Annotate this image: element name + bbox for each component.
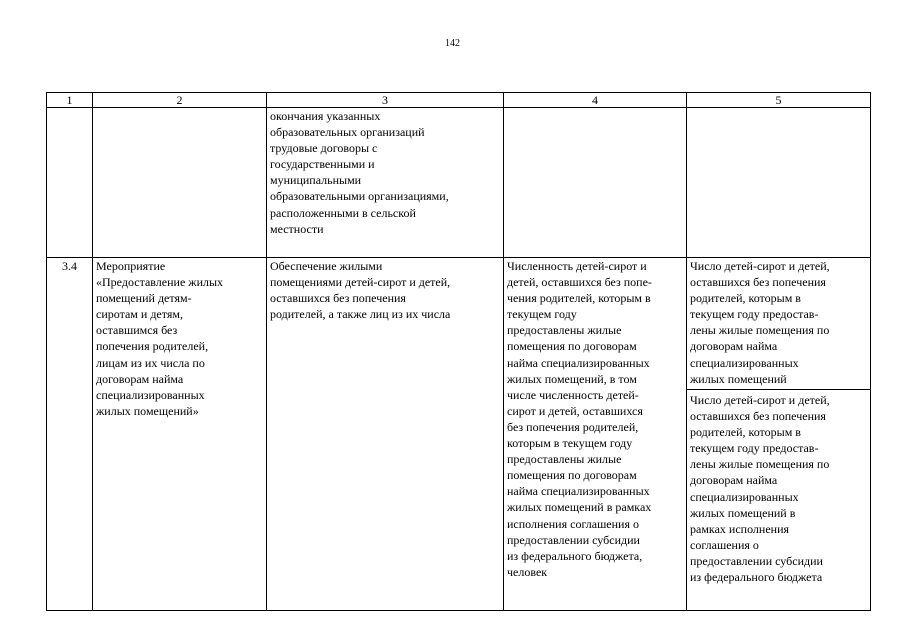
text-line: помещения по договорам bbox=[507, 468, 637, 483]
text-line: родителей, которым в bbox=[690, 291, 801, 306]
text-line: расположенными в сельской bbox=[270, 205, 416, 220]
text-line: из федерального бюджета, bbox=[507, 548, 643, 563]
text-line: сиротам и детям, bbox=[96, 307, 183, 322]
text-line: текущем году предостав- bbox=[690, 441, 819, 456]
text-line: помещения по договорам bbox=[507, 339, 637, 354]
result-cell bbox=[687, 258, 871, 611]
text-line: жилых помещений bbox=[690, 371, 787, 386]
text-line: договорам найма bbox=[96, 371, 184, 386]
text-line: специализированных bbox=[690, 355, 799, 370]
text-line: числе численность детей- bbox=[507, 387, 639, 402]
text-line: жилых помещений, в том bbox=[507, 371, 637, 386]
header-col-1: 1 bbox=[47, 93, 93, 108]
text-line: детей, оставшихся без попе- bbox=[507, 275, 652, 290]
result-subcell-2 bbox=[687, 390, 870, 585]
text-line: Численность детей-сирот и bbox=[507, 259, 647, 273]
text-line: родителей, а также лиц из их числа bbox=[270, 307, 451, 322]
text-line: текущем году предостав- bbox=[690, 307, 819, 322]
header-col-3: 3 bbox=[267, 93, 504, 108]
cont-col-1 bbox=[47, 108, 93, 258]
header-col-5: 5 bbox=[687, 93, 871, 108]
text-line: местности bbox=[270, 221, 324, 236]
text-line: помещений детям- bbox=[96, 291, 192, 306]
text-line: которым в текущем году bbox=[507, 436, 633, 451]
text-line: окончания указанных bbox=[270, 109, 381, 123]
text-line: образовательных организаций bbox=[270, 125, 425, 140]
text-line: образовательными организациями, bbox=[270, 189, 449, 204]
page-number: 142 bbox=[445, 38, 460, 49]
text-line: специализированных bbox=[96, 387, 205, 402]
text-line: человек bbox=[507, 564, 548, 579]
text-line: предоставлены жилые bbox=[507, 452, 622, 467]
text-line: без попечения родителей, bbox=[507, 419, 639, 434]
text-line: государственными и bbox=[270, 157, 375, 172]
text-line: лены жилые помещения по bbox=[690, 323, 830, 338]
continuation-row bbox=[47, 108, 871, 258]
cont-col-3 bbox=[267, 108, 504, 258]
text-line: из федерального бюджета bbox=[690, 570, 823, 585]
text-line: лены жилые помещения по bbox=[690, 457, 830, 472]
text-line: жилых помещений в bbox=[690, 505, 796, 520]
measure-content-cell bbox=[267, 258, 504, 611]
text-line: текущем году bbox=[507, 307, 577, 322]
text-line: договорам найма bbox=[690, 473, 778, 488]
text-line: родителей, которым в bbox=[690, 425, 801, 440]
text-line: муниципальными bbox=[270, 173, 362, 188]
text-line: лицам из их числа по bbox=[96, 355, 205, 370]
measure-name-cell bbox=[93, 258, 267, 611]
result-subcell-1 bbox=[687, 258, 870, 390]
text-line: оставшихся без попечения bbox=[690, 275, 826, 290]
text-line: предоставлены жилые bbox=[507, 323, 622, 338]
text-line: Число детей-сирот и детей, bbox=[690, 259, 830, 273]
text-line: исполнения соглашения о bbox=[507, 516, 639, 531]
text-line: найма специализированных bbox=[507, 355, 650, 370]
text-line: Число детей-сирот и детей, bbox=[690, 393, 830, 407]
text-line: трудовые договоры с bbox=[270, 141, 378, 156]
header-row bbox=[47, 93, 871, 108]
text-line: попечения родителей, bbox=[96, 339, 209, 354]
header-col-2: 2 bbox=[93, 93, 267, 108]
cont-col-5 bbox=[687, 108, 871, 258]
header-col-4: 4 bbox=[504, 93, 687, 108]
text-line: предоставлении субсидии bbox=[507, 532, 640, 547]
text-line: помещениями детей-сирот и детей, bbox=[270, 275, 451, 290]
text-line: оставшихся без попечения bbox=[270, 291, 406, 306]
text-line: предоставлении субсидии bbox=[690, 553, 823, 568]
indicator-cell bbox=[504, 258, 687, 611]
cont-col-4 bbox=[504, 108, 687, 258]
text-line: жилых помещений» bbox=[96, 403, 199, 418]
text-line: найма специализированных bbox=[507, 484, 650, 499]
text-line: рамках исполнения bbox=[690, 521, 790, 536]
text-line: жилых помещений в рамках bbox=[507, 500, 652, 515]
text-line: «Предоставление жилых bbox=[96, 275, 224, 290]
text-line: Мероприятие bbox=[96, 259, 166, 273]
row-number: 3.4 bbox=[47, 258, 93, 611]
text-line: чения родителей, которым в bbox=[507, 291, 651, 306]
text-line: специализированных bbox=[690, 489, 799, 504]
cont-col-2 bbox=[93, 108, 267, 258]
row-3-4 bbox=[47, 258, 871, 611]
text-line: договорам найма bbox=[690, 339, 778, 354]
text-line: соглашения о bbox=[690, 537, 759, 552]
text-line: оставшимся без bbox=[96, 323, 178, 338]
indicators-table bbox=[46, 92, 871, 611]
text-line: Обеспечение жилыми bbox=[270, 259, 383, 273]
text-line: сирот и детей, оставшихся bbox=[507, 403, 643, 418]
text-line: оставшихся без попечения bbox=[690, 409, 826, 424]
